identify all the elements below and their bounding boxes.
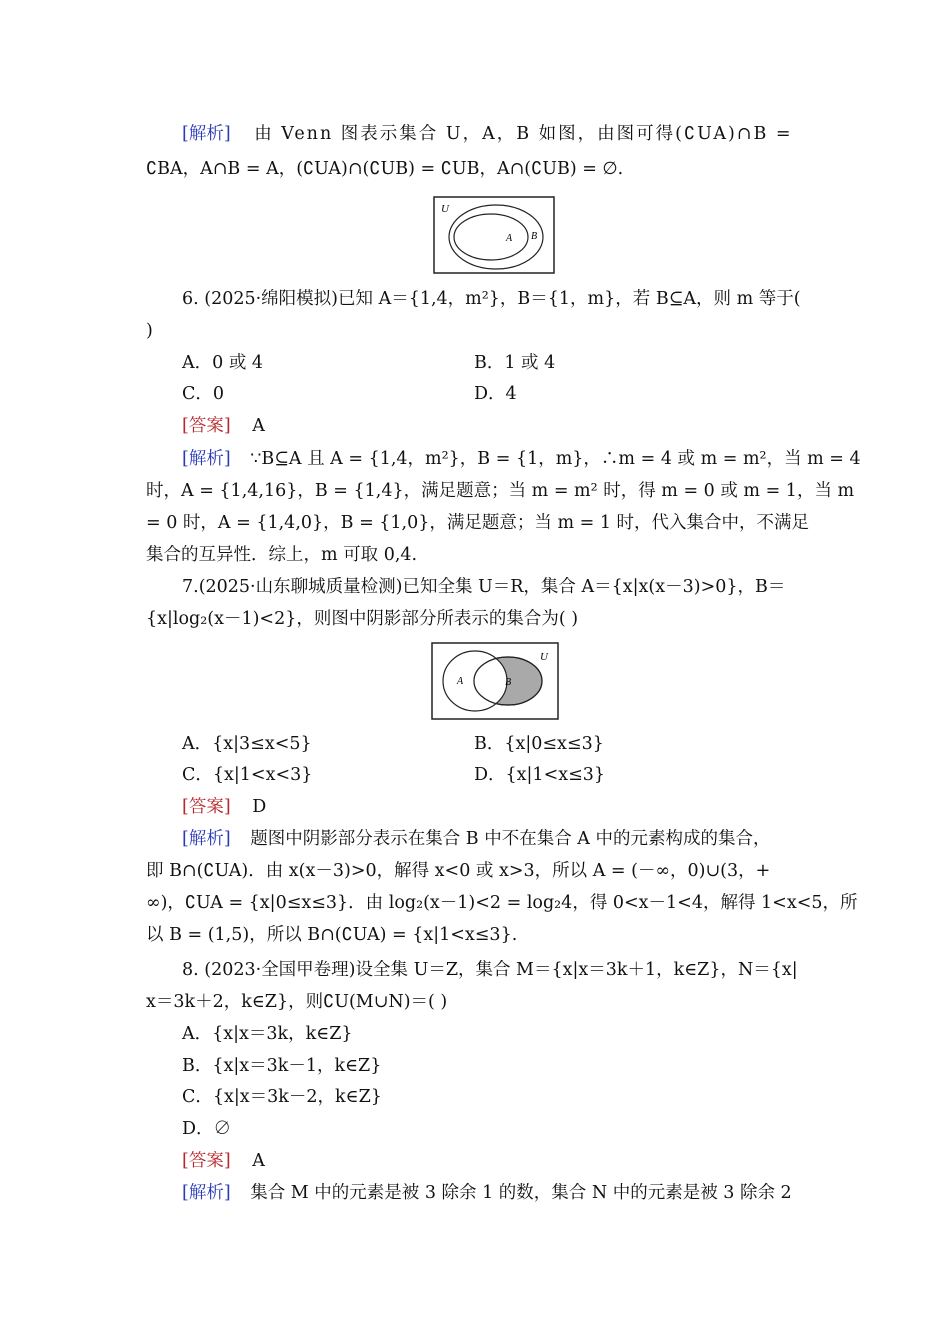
- q7-options-row-1: [182, 731, 806, 757]
- q8-stem-line-2: x＝3k＋2，k∈Z}，则∁U(M∪N)＝( ): [146, 992, 448, 1012]
- q7-options-row-2: [182, 762, 806, 788]
- analysis-tag: [解析]: [182, 829, 231, 849]
- q6-analysis-line-3: = 0 时，A = {1,4,0}，B = {1,0}，满足题意；当 m = 1 时，代入集合中，不满足: [146, 513, 810, 533]
- q8-option-a: A．{x|x＝3k，k∈Z}: [182, 1024, 353, 1044]
- q8-stem-line-1: 8. (2023·全国甲卷理)设全集 U＝Z，集合 M＝{x|x＝3k＋1，k∈Z}，N＝{x|: [182, 960, 798, 980]
- analysis-tag: [解析]: [182, 449, 231, 469]
- q6-option-b: B．1 或 4: [474, 353, 556, 373]
- answer-tag: [答案]: [182, 1151, 231, 1171]
- venn-diagram-shaded: [431, 642, 559, 720]
- answer-tag: [答案]: [182, 797, 231, 817]
- q7-analysis-line-1: [解析] 题图中阴影部分表示在集合 B 中不在集合 A 中的元素构成的集合，: [182, 829, 771, 849]
- q6-option-a: A．0 或 4: [182, 353, 264, 373]
- q6-options-row-1: [182, 350, 806, 376]
- q6-analysis-line-4: 集合的互异性．综上，m 可取 0,4.: [146, 545, 418, 565]
- q7-analysis-line-3: ∞)，∁UA = {x|0≤x≤3}．由 log₂(x－1)<2 = log₂4，得 0<x－1<4，解得 1<x<5，所: [146, 893, 858, 913]
- q8-analysis-line-1: [解析] 集合 M 中的元素是被 3 除余 1 的数，集合 N 中的元素是被 3 除余 2: [182, 1183, 792, 1203]
- q7-stem-line-1: 7.(2025·山东聊城质量检测)已知全集 U＝R，集合 A＝{x|x(x－3)>0}，B＝: [182, 577, 786, 597]
- q7-answer-value: D: [252, 797, 267, 817]
- q8-option-b: B．{x|x＝3k－1，k∈Z}: [182, 1056, 382, 1076]
- q5-analysis-line-2: ∁BA，A∩B = A，(∁UA)∩(∁UB) = ∁UB，A∩(∁UB) = ∅.: [146, 159, 624, 179]
- q6-answer-value: A: [252, 416, 265, 436]
- venn-label-B: B: [505, 677, 512, 688]
- analysis-tag: [解析]: [182, 124, 231, 144]
- q6-analysis-line-1: [解析] ∵B⊆A 且 A = {1,4，m²}，B = {1，m}，∴m = 4 或 m = m²，当 m = 4: [182, 449, 861, 469]
- q6-option-c: C．0: [182, 384, 225, 404]
- q7-option-d: D．{x|1<x≤3}: [474, 765, 606, 785]
- venn-label-A: A: [506, 233, 513, 244]
- venn-label-U: U: [540, 651, 548, 663]
- q6-analysis-line-2: 时，A = {1,4,16}，B = {1,4}，满足题意；当 m = m² 时，得 m = 0 或 m = 1，当 m: [146, 481, 855, 501]
- venn-label-A: A: [457, 676, 464, 687]
- q7-analysis-line-2: 即 B∩(∁UA)．由 x(x－3)>0，解得 x<0 或 x>3，所以 A = (－∞，0)∪(3，+: [146, 861, 771, 881]
- venn-label-U: U: [441, 203, 449, 215]
- q5-analysis-line-1: [解析] 由 Venn 图表示集合 U，A，B 如图，由图可得(∁UA)∩B =: [182, 124, 793, 144]
- q6-stem-line-2: ): [146, 321, 153, 341]
- q6-options-row-2: [182, 381, 806, 407]
- q7-answer: [182, 794, 806, 820]
- q7-option-c: C．{x|1<x<3}: [182, 765, 313, 785]
- answer-tag: [答案]: [182, 416, 231, 436]
- q8-answer: [182, 1148, 806, 1174]
- q7-option-a: A．{x|3≤x<5}: [182, 734, 312, 754]
- venn-diagram-subset: [433, 196, 555, 274]
- q6-option-d: D．4: [474, 384, 517, 404]
- q6-answer: [182, 413, 806, 439]
- venn-label-B: B: [531, 231, 538, 242]
- q8-option-d: D．∅: [182, 1119, 232, 1139]
- q7-stem-line-2: {x|log₂(x－1)<2}，则图中阴影部分所表示的集合为( ): [146, 609, 579, 629]
- q8-answer-value: A: [252, 1151, 265, 1171]
- analysis-tag: [解析]: [182, 1183, 231, 1203]
- q8-option-c: C．{x|x＝3k－2，k∈Z}: [182, 1087, 382, 1107]
- q7-analysis-line-4: 以 B = (1,5)，所以 B∩(∁UA) = {x|1<x≤3}.: [146, 925, 518, 945]
- q6-stem-line-1: 6. (2025·绵阳模拟)已知 A＝{1,4，m²}，B＝{1，m}，若 B⊆A，则 m 等于(: [182, 289, 801, 309]
- q7-option-b: B．{x|0≤x≤3}: [474, 734, 604, 754]
